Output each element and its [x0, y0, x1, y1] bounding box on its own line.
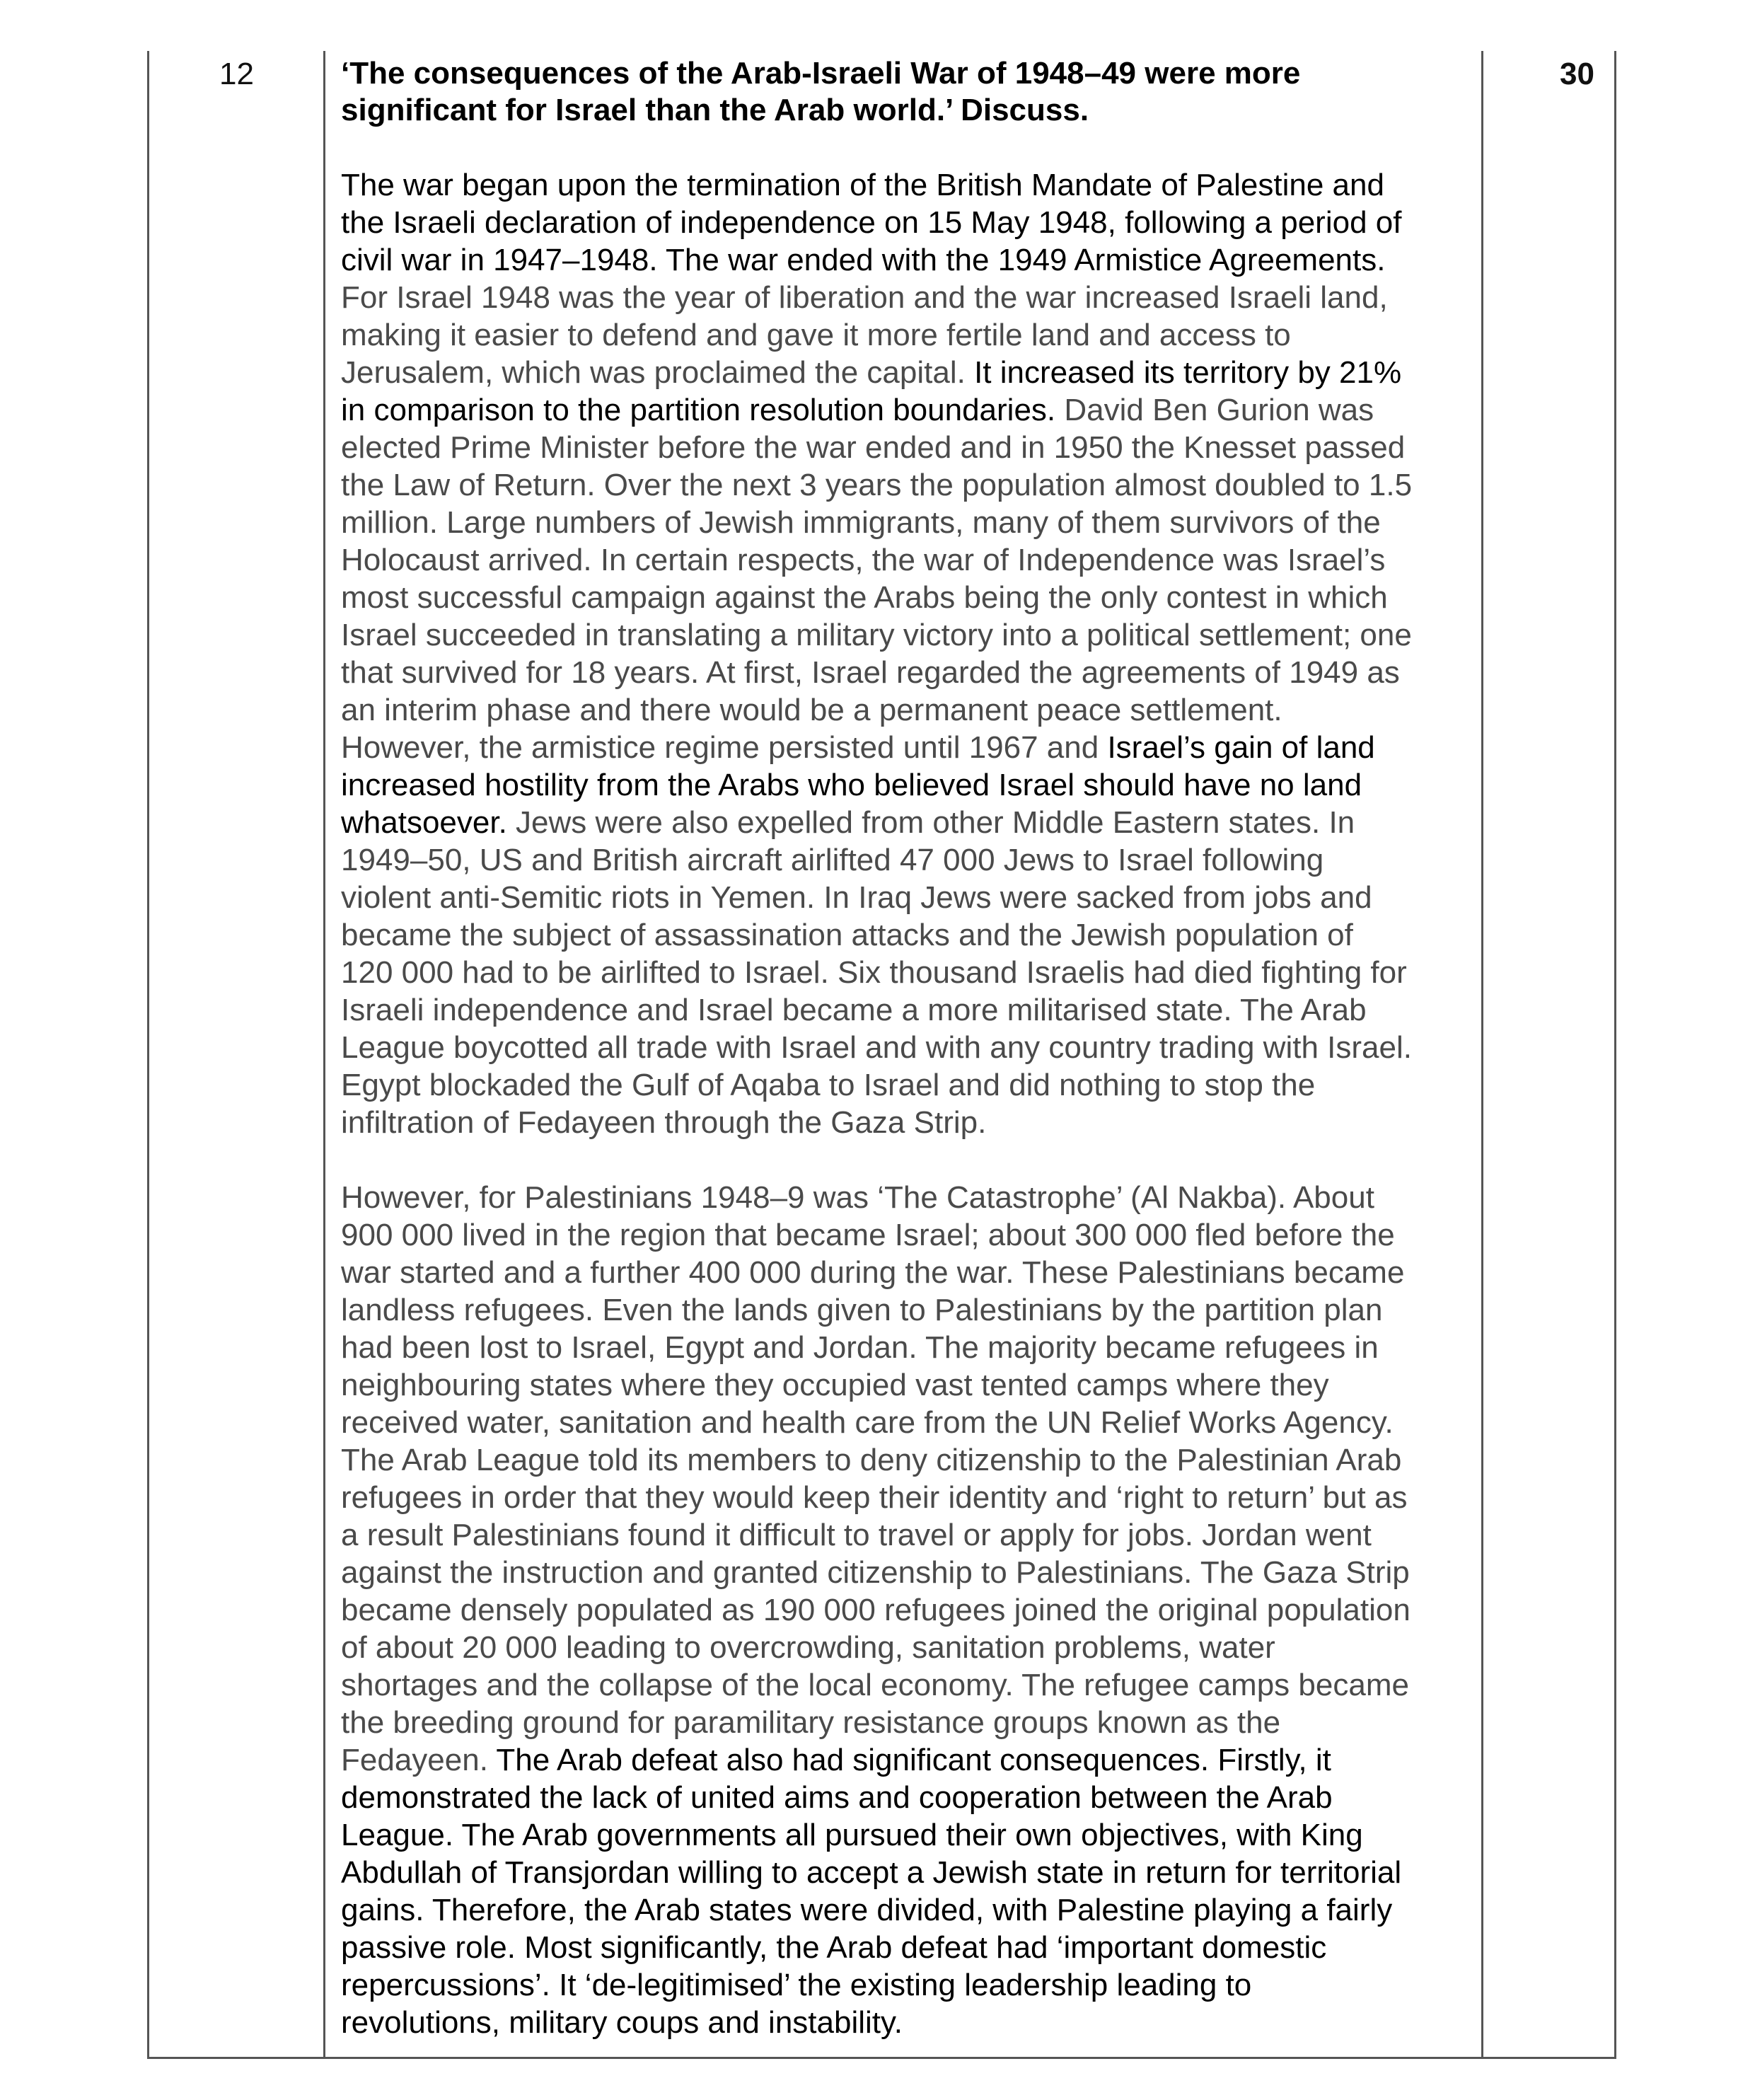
- answer-cell: [341, 55, 1473, 2041]
- question-number: 12: [219, 57, 254, 91]
- answer-paragraph-1-part-6: Israel’s gain of land increased hostility from the Arabs who believed Israel should have no land whatsoever.: [341, 730, 1375, 840]
- answer-paragraph-2: [341, 1179, 1473, 2041]
- answer-paragraph-1-part-2: For Israel 1948 was the year of liberation and the war increased Israeli land, making it easier to defend and gave it more fertile land and access to Jerusalem, which was proclaimed the capital.: [341, 280, 1388, 390]
- question-prompt: ‘The consequences of the Arab-Israeli War of 1948–49 were more significant for Israel than the Arab world.’ Discuss.: [341, 56, 1301, 127]
- column-divider-right: [1481, 51, 1483, 2057]
- answer-paragraph-1-part-3: It increased its territory by 21% in comparison to the partition resolution boundaries.: [341, 355, 1402, 427]
- answer-paragraph-1-part-5: In certain respects, the war of Independence was Israel’s most successful campaign against the Arabs being the only contest in which Israel succeeded in translating a military victory into a political settlement; one that survived for 18 years. At first, Israel regarded the agreements of 1949 as an interim phase and there would be a permanent peace settlement. However, the armistice regime persisted until 1967 and: [341, 543, 1412, 765]
- answer-paragraph-1-part-1: The war began upon the termination of the British Mandate of Palestine and the Israeli declaration of independence on 15 May 1948, following a period of civil war in 1947–1948. The war ended with the 1949 Armistice Agreements.: [341, 168, 1402, 277]
- answer-paragraph-2-part-1: However, for Palestinians 1948–9 was ‘The Catastrophe’ (Al Nakba). About 900 000 lived in the region that became Israel; about 300 000 fled before the war started and a further 400 000 during the war. These Palestinians became landless refugees. Even the lands given to Palestinians by the partition plan had been lost to Israel, Egypt and Jordan. The majority became refugees in neighbouring states where they occupied vast tented camps where they received water, sanitation and health care from the UN Relief Works Agency. The Arab League told its members to deny citizenship to the Palestinian Arab refugees in order that they would keep their identity and ‘right to return’ but as a result Palestinians found it difficult to travel or apply for jobs. Jordan went against the instruction and granted citizenship to Palestinians. The Gaza Strip became densely populated as 190 000 refugees joined the original population of about 20 000 leading to overcrowding, sanitation problems, water shortages and the collapse of the local economy. The refugee camps became the breeding ground for paramilitary resistance groups known as the Fedayeen.: [341, 1180, 1411, 1777]
- answer-paragraph-2-part-2: The Arab defeat also had significant consequences. Firstly, it demonstrated the lack of united aims and cooperation between the Arab League. The Arab governments all pursued their own objectives, with King Abdullah of Transjordan willing to accept a Jewish state in return for territorial gains. Therefore, the Arab states were divided, with Palestine playing a fairly passive role. Most significantly, the Arab defeat had ‘important domestic repercussions’. It ‘de-legitimised’ the existing leadership leading to revolutions, military coups and instability.: [341, 1743, 1402, 2040]
- column-divider-left: [323, 51, 325, 2057]
- answer-paragraph-1-part-4: David Ben Gurion was elected Prime Minister before the war ended and in 1950 the Knesset passed the Law of Return. Over the next 3 years the population almost doubled to 1.5 million. Large numbers of Jewish immigrants, many of them survivors of the Holocaust arrived.: [341, 393, 1413, 577]
- answer-paragraph-1: [341, 166, 1473, 1141]
- marks-value: 30: [1560, 57, 1594, 91]
- answer-paragraph-1-part-7: Jews were also expelled from other Middle Eastern states. In 1949–50, US and British aircraft airlifted 47 000 Jews to Israel following violent anti-Semitic riots in Yemen. In Iraq Jews were sacked from jobs and became the subject of assassination attacks and the Jewish population of 120 000 had to be airlifted to Israel. Six thousand Israelis had died fighting for Israeli independence and Israel became a more militarised state. The Arab League boycotted all trade with Israel and with any country trading with Israel. Egypt blockaded the Gulf of Aqaba to Israel and did nothing to stop the infiltration of Fedayeen through the Gaza Strip.: [341, 805, 1412, 1140]
